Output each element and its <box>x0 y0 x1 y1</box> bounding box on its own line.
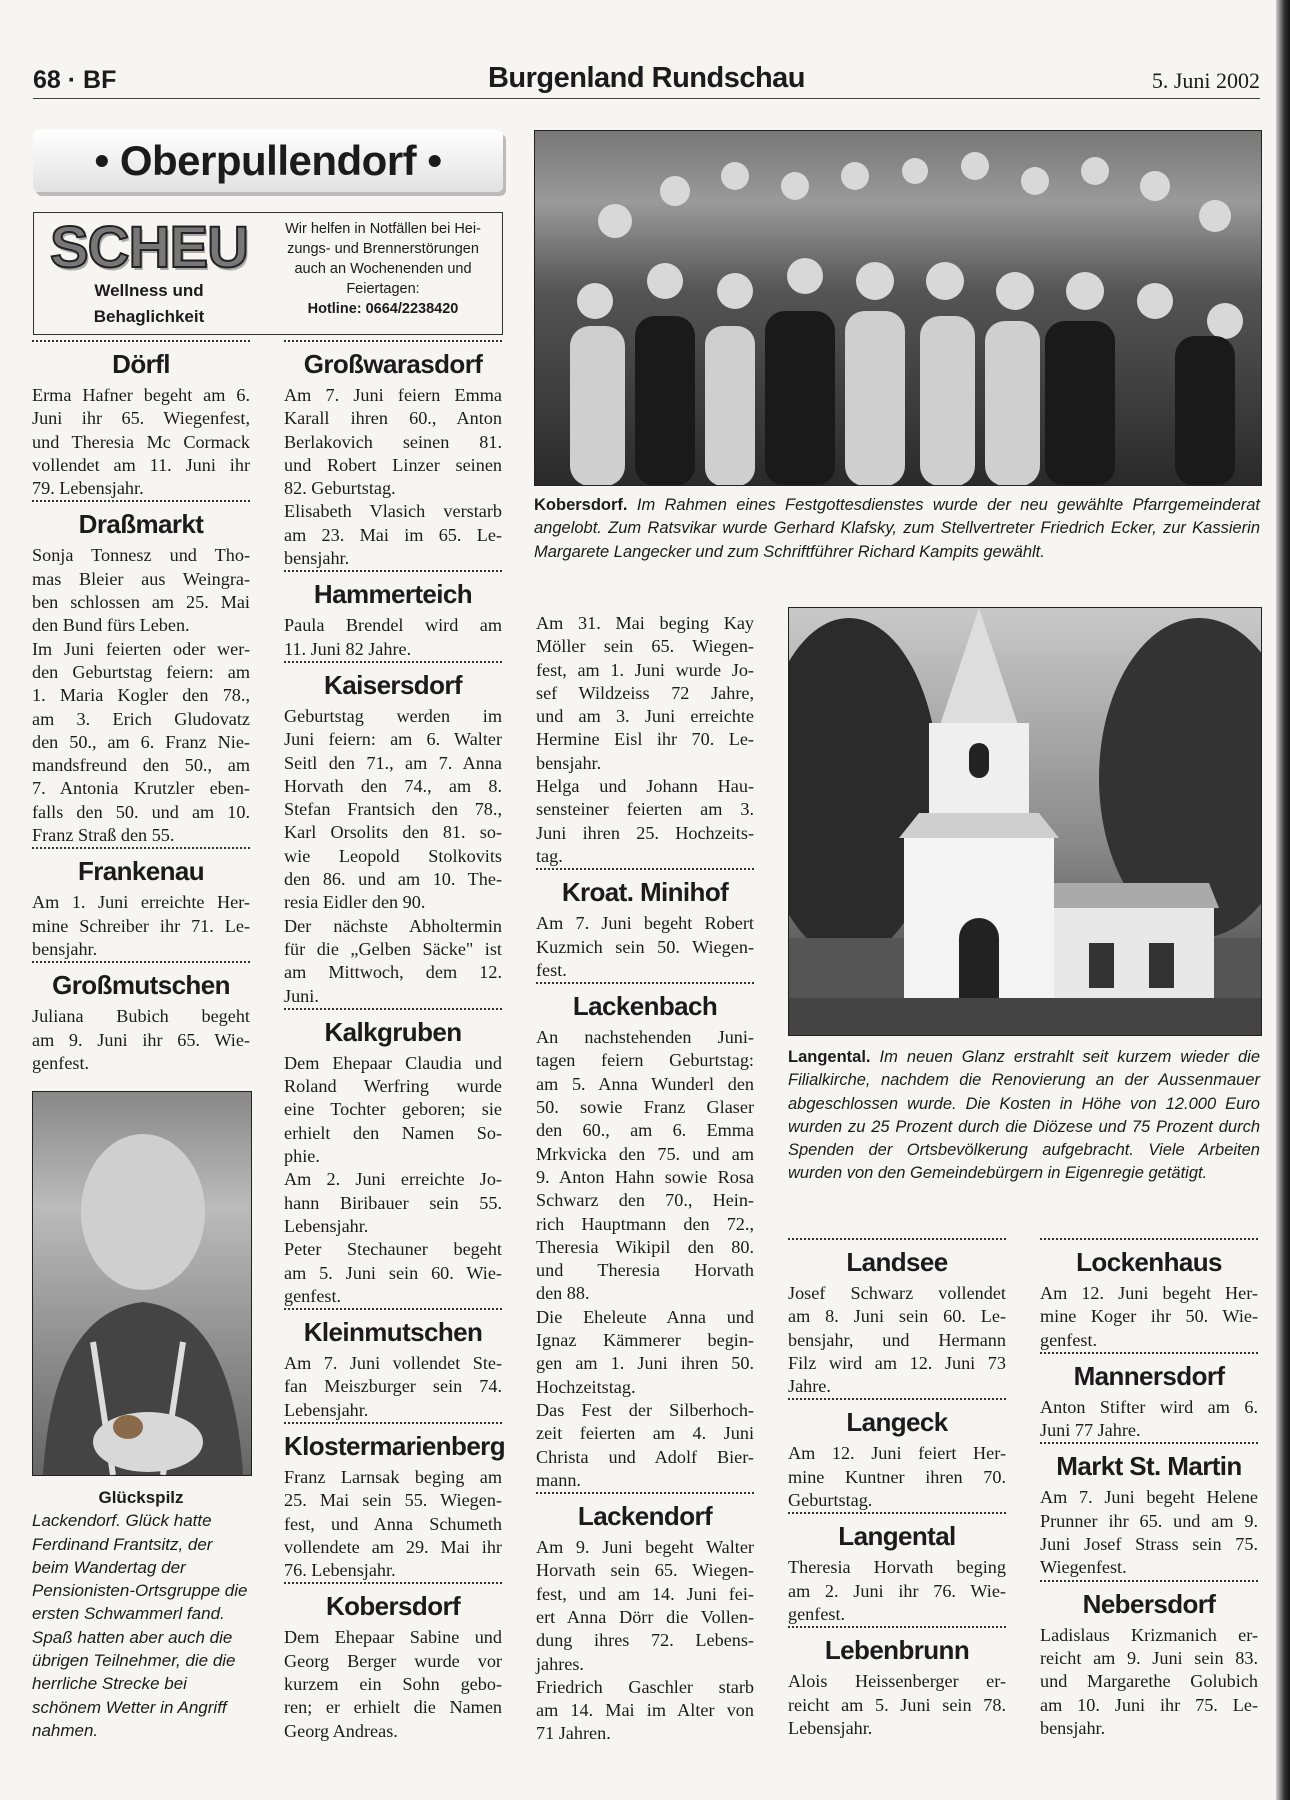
text-line: reicht am 9. Juni sein 83. <box>1040 1647 1258 1668</box>
text-line: Horvath sein 65. Wiegen- <box>536 1560 754 1581</box>
text-line: Kuzmich sein 50. Wiegen- <box>536 936 754 957</box>
text-line: bensjahr. <box>32 938 98 959</box>
text-line: mine Kuntner ihren 70. <box>788 1466 1006 1487</box>
text-line: genfest. <box>284 1285 342 1306</box>
text-line: Christa und Adolf Bier- <box>536 1446 754 1467</box>
text-line: Mrkvicka den 75. und am <box>536 1143 754 1164</box>
text-line: fan Meiszburger sein 74. <box>284 1376 502 1397</box>
text-line: jahres. <box>536 1653 584 1674</box>
text-line: fest, am 1. Juni wurde Jo- <box>536 659 754 680</box>
text-line: Im Juni feierten oder wer- <box>32 638 250 659</box>
text-line: fest, und am 14. Juni fei- <box>536 1583 754 1604</box>
newspaper-title: Burgenland Rundschau <box>487 62 806 94</box>
text-line: bensjahr. <box>536 752 602 773</box>
text-line: mann. <box>536 1469 581 1490</box>
village-heading: Langental <box>838 1521 956 1552</box>
news-item <box>536 1492 754 1746</box>
page-edge-shadow <box>1276 0 1290 1800</box>
text-line: rich Hauptmann den 72., <box>536 1213 754 1234</box>
text-line: genfest. <box>1040 1329 1098 1350</box>
text-line: am Mittwoch, dem 12. <box>284 962 502 983</box>
group-photo <box>534 130 1262 486</box>
column-3 <box>536 610 754 1746</box>
info-line: zungs- und Brennerstörungen <box>287 241 479 257</box>
caption-text: Im neuen Glanz erstrahlt seit kurzem wieder die Filialkirche, nachdem die Renovierung an der Aussenmauer abgeschlossen wurde. Die Kosten in Höhe von 12.000 Euro wurden zu 25 Prozent durch die Diözese und 75 Prozent durch Spenden der Ortsbevölkerung aufgebracht. Viele Arbeiten wurden von den Gemeindebürgern in Eigenregie getätigt. <box>788 1048 1260 1183</box>
info-line: Feiertagen: <box>346 281 420 297</box>
news-item <box>1040 1580 1258 1740</box>
text-line: Prunner ihr 65. und am 9. <box>1040 1510 1258 1531</box>
text-line: gen am 1. Juni ihren 50. <box>536 1353 754 1374</box>
news-item <box>32 500 250 847</box>
text-line: Juni. <box>284 985 319 1006</box>
text-line: fest. <box>536 959 567 980</box>
text-line: 7. Antonia Krutzler eben- <box>32 778 250 799</box>
text-line: erhielt den Namen So- <box>284 1122 502 1143</box>
group-photo-image <box>535 131 1261 485</box>
column-5 <box>1040 1238 1258 1740</box>
news-item <box>284 1582 502 1742</box>
text-line: und am 3. Juni erreichte <box>536 706 754 727</box>
text-line: bensjahr. <box>284 548 350 569</box>
text-line: Stefan Frantsich den 78., <box>284 799 502 820</box>
text-line: Juni ihren 25. Hochzeits- <box>536 822 754 843</box>
text-line: am 3. Erich Gludovatz <box>32 708 250 729</box>
news-item <box>284 340 502 570</box>
text-line: für die „Gelben Säcke" ist <box>284 938 502 959</box>
news-item <box>284 661 502 1008</box>
text-line: Möller sein 65. Wiegen- <box>536 636 754 657</box>
text-line: Die Eheleute Anna und <box>536 1306 754 1327</box>
scheu-advertisement <box>33 212 503 335</box>
text-line: resia Eidler den 90. <box>284 892 426 913</box>
caption-text: Lackendorf. Glück hatte Ferdinand Frantsitz, der beim Wandertag der Pensionisten-Ortsgruppe die ersten Schwammerl fand. Spaß hatten aber auch die übrigen Teilnehmer, die die herrliche Strecke bei schönem Wetter in Angriff nahmen. <box>32 1511 248 1740</box>
text-line: bensjahr. <box>1040 1717 1106 1738</box>
text-line: Das Fest der Silberhoch- <box>536 1399 754 1420</box>
text-line: dung ihres 72. Lebens- <box>536 1630 754 1651</box>
village-heading: Kobersdorf <box>325 1591 461 1622</box>
text-line: Lebensjahr. <box>284 1399 369 1420</box>
text-line: Horvath den 74., am 8. <box>284 775 502 796</box>
caption-place: Kobersdorf. <box>534 496 628 514</box>
slogan-line: Wellness und <box>94 281 204 300</box>
text-line: bensjahr, und Hermann <box>788 1329 1006 1350</box>
village-heading: Kroat. Minihof <box>561 877 729 908</box>
village-heading: Lackenbach <box>572 991 718 1022</box>
text-line: Peter Stechauner begeht <box>284 1239 502 1260</box>
village-heading: Dörfl <box>112 349 170 379</box>
text-line: wie Leopold Stolkovits <box>284 845 502 866</box>
text-line: Der nächste Abholtermin <box>284 915 502 936</box>
text-line: und Robert Linzer seinen <box>284 454 502 475</box>
news-item <box>32 847 250 961</box>
village-heading: Nebersdorf <box>1082 1588 1216 1619</box>
text-line: ben schlossen am 25. Mai <box>32 592 250 613</box>
news-item <box>536 610 754 868</box>
text-line: An nachstehenden Juni- <box>536 1027 754 1048</box>
news-item <box>788 1398 1006 1512</box>
text-line: eine Tochter geboren; sie <box>284 1099 502 1120</box>
text-line: Juni ihr 65. Wiegenfest, <box>32 408 250 429</box>
text-line: Lebensjahr. <box>788 1717 873 1738</box>
text-line: Juni feiern: am 6. Walter <box>284 729 502 750</box>
text-line: 50. sowie Franz Glaser <box>536 1097 754 1118</box>
text-line: und Margarethe Golubich <box>1040 1671 1258 1692</box>
news-item <box>284 570 502 661</box>
ad-info <box>269 219 497 319</box>
text-line: Juni 77 Jahre. <box>1040 1420 1141 1441</box>
news-item <box>1040 1238 1258 1352</box>
news-item <box>536 982 754 1492</box>
village-heading: Lackendorf <box>577 1501 713 1532</box>
page-number: 68 · BF <box>33 66 117 94</box>
village-heading: Kleinmutschen <box>303 1317 483 1348</box>
caption-place: Langental. <box>788 1048 871 1066</box>
slogan-line: Behaglichkeit <box>93 307 205 326</box>
text-line: Am 7. Juni feiern Emma <box>284 385 502 405</box>
text-line: den 88. <box>536 1283 590 1304</box>
village-heading: Landsee <box>846 1247 948 1277</box>
text-line: falls den 50. und am 10. <box>32 801 250 822</box>
text-line: und Theresia Mc Cormack <box>32 431 250 452</box>
text-line: Jahre. <box>788 1376 831 1397</box>
text-line: Am 7. Juni begeht Helene <box>1040 1487 1258 1508</box>
text-line: den 50., am 6. Franz Nie- <box>32 731 250 752</box>
text-line: Am 1. Juni erreichte Her- <box>32 892 250 913</box>
church-photo-image <box>789 608 1261 1035</box>
text-line: am 9. Juni ihr 65. Wie- <box>32 1029 250 1050</box>
news-item <box>284 1422 505 1582</box>
text-line: Theresia Horvath beging <box>788 1557 1006 1578</box>
text-line: Franz Straß den 55. <box>32 825 175 846</box>
column-1 <box>32 340 250 1075</box>
caption-text: Im Rahmen eines Festgottesdienstes wurde der neu gewählte Pfarrgemeinderat angelobt. Zum Ratsvikar wurde Gerhard Klafsky, zum Stellvertreter Friedrich Ecker, zur Kassierin Margarete Langecker und zum Schriftführer Richard Kampits gewählt. <box>534 496 1260 561</box>
text-line: tagen feiern Geburtstag: <box>536 1050 754 1071</box>
text-line: Am 7. Juni vollendet Ste- <box>284 1353 502 1374</box>
text-line: sef Wildzeiss 72 Jahre, <box>536 682 754 703</box>
text-line: 76. Lebensjahr. <box>284 1560 396 1581</box>
news-item <box>284 1008 502 1308</box>
text-line: Karl Orsolits den 81. so- <box>284 822 502 843</box>
news-item <box>1040 1442 1258 1579</box>
text-line: Roland Werfring wurde <box>284 1076 502 1097</box>
text-line: am 8. Juni sein 60. Le- <box>788 1306 1006 1327</box>
text-line: hann Biribauer sein 55. <box>284 1192 502 1213</box>
region-banner: • Oberpullendorf • <box>33 130 503 192</box>
text-line: den Geburtstag feiern: am <box>32 661 250 682</box>
village-heading: Großwarasdorf <box>303 349 483 379</box>
news-item <box>788 1512 1006 1626</box>
text-line: ren; er erhielt die Namen <box>284 1697 502 1718</box>
news-item <box>1040 1352 1258 1443</box>
village-heading: Hammerteich <box>313 579 473 610</box>
man-photo-image <box>33 1092 251 1475</box>
column-4 <box>788 1238 1006 1740</box>
village-heading: Mannersdorf <box>1073 1360 1225 1391</box>
text-line: Anton Stifter wird am 6. <box>1040 1396 1258 1417</box>
text-line: phie. <box>284 1146 320 1167</box>
village-heading: Draßmarkt <box>78 509 204 540</box>
text-line: Am 9. Juni begeht Walter <box>536 1537 754 1558</box>
text-line: Alois Heissenberger er- <box>788 1671 1006 1692</box>
text-line: Wiegenfest. <box>1040 1557 1127 1578</box>
text-line: ert Anna Dörr die Vollen- <box>536 1606 754 1627</box>
text-line: Am 2. Juni erreichte Jo- <box>284 1169 502 1190</box>
man-with-mushrooms-photo <box>32 1091 252 1476</box>
page-header <box>33 62 1260 99</box>
church-photo-caption <box>788 1046 1260 1186</box>
text-line: Elisabeth Vlasich verstarb <box>284 501 502 522</box>
news-item <box>284 1308 502 1422</box>
text-line: am 10. Juni ihr 75. Le- <box>1040 1694 1258 1715</box>
news-item <box>788 1238 1006 1398</box>
text-line: genfest. <box>32 1052 90 1073</box>
text-line: kurzem ein Sohn gebo- <box>284 1674 502 1695</box>
ad-slogan <box>39 278 259 330</box>
text-line: fest, und Anna Schumeth <box>284 1513 502 1534</box>
village-heading: Frankenau <box>77 856 205 887</box>
text-line: Geburtstag. <box>788 1490 873 1511</box>
news-item <box>536 868 754 982</box>
news-item <box>32 961 250 1075</box>
text-line: am 23. Mai im 65. Le- <box>284 524 502 545</box>
text-line: Ladislaus Krizmanich er- <box>1040 1624 1258 1645</box>
caption-title: Glückspilz <box>98 1488 184 1507</box>
text-line: 25. Mai sein 55. Wiegen- <box>284 1490 502 1511</box>
village-heading: Lebenbrunn <box>824 1635 970 1666</box>
text-line: Ignaz Kämmerer begin- <box>536 1330 754 1351</box>
text-line: Filz wird am 12. Juni 73 <box>788 1352 1006 1373</box>
text-line: 9. Anton Hahn sowie Rosa <box>536 1166 754 1187</box>
text-line: 71 Jahren. <box>536 1723 611 1744</box>
village-heading: Lockenhaus <box>1076 1247 1222 1277</box>
text-line: am 5. Anna Wunderl den <box>536 1073 754 1094</box>
news-item <box>32 340 250 500</box>
text-line: genfest. <box>788 1603 846 1624</box>
village-heading: Großmutschen <box>52 970 230 1001</box>
text-line: 11. Juni 82 Jahre. <box>284 638 412 659</box>
text-line: am 5. Juni sein 60. Wie- <box>284 1262 502 1283</box>
text-line: Am 7. Juni begeht Robert <box>536 913 754 934</box>
village-heading: Kalkgruben <box>324 1016 462 1047</box>
text-line: sensteiner feierten am 3. <box>536 799 754 820</box>
church-photo <box>788 607 1262 1036</box>
text-line: Seitl den 71., am 7. Anna <box>284 752 502 773</box>
text-line: Hermine Eisl ihr 70. Le- <box>536 729 754 750</box>
text-line: Karall ihren 60., Anton <box>284 408 502 429</box>
village-heading: Markt St. Martin <box>1056 1451 1242 1482</box>
text-line: Dem Ehepaar Claudia und <box>284 1052 502 1073</box>
group-photo-caption <box>534 494 1260 564</box>
village-heading: Kaisersdorf <box>324 669 462 700</box>
village-heading: Klostermarienberg <box>284 1430 505 1461</box>
text-line: Am 31. Mai beging Kay <box>536 613 754 633</box>
text-line: Helga und Johann Hau- <box>536 776 754 797</box>
text-line: Sonja Tonnesz und Tho- <box>32 545 250 566</box>
text-line: mine Koger ihr 50. Wie- <box>1040 1306 1258 1327</box>
scheu-logo: SCHEU <box>49 215 249 280</box>
text-line: vollendet am 11. Juni ihr <box>32 454 250 475</box>
issue-date: 5. Juni 2002 <box>1151 68 1260 93</box>
text-line: mandsfreund den 50., am <box>32 755 250 776</box>
text-line: Juni Josef Strass sein 75. <box>1040 1534 1258 1555</box>
ad-hotline: Hotline: 0664/2238420 <box>307 301 459 317</box>
text-line: mas Bleier aus Weingra- <box>32 568 250 589</box>
text-line: 82. Geburtstag. <box>284 478 396 499</box>
column-2 <box>284 340 505 1743</box>
info-line: Wir helfen in Notfällen bei Hei- <box>285 221 481 237</box>
text-line: tag. <box>536 845 563 866</box>
text-line: reicht am 5. Juni sein 78. <box>788 1694 1006 1715</box>
text-line: Lebensjahr. <box>284 1215 369 1236</box>
text-line: Geburtstag werden im <box>284 705 502 726</box>
text-line: Friedrich Gaschler starb <box>536 1676 754 1697</box>
text-line: Am 12. Juni begeht Her- <box>1040 1283 1258 1303</box>
text-line: am 2. Juni ihr 76. Wie- <box>788 1580 1006 1601</box>
text-line: Schwarz den 70., Hein- <box>536 1190 754 1211</box>
text-line: Theresia Wikipil den 80. <box>536 1236 754 1257</box>
text-line: am 14. Mai im Alter von <box>536 1700 754 1721</box>
text-line: Georg Berger wurde vor <box>284 1650 502 1671</box>
text-line: 1. Maria Kogler den 78., <box>32 685 250 706</box>
text-line: den 86. und am 10. The- <box>284 869 502 890</box>
news-item <box>788 1626 1006 1740</box>
text-line: mine Schreiber ihr 71. Le- <box>32 915 250 936</box>
info-line: auch an Wochenenden und <box>294 261 472 277</box>
text-line: zeit feierten am 4. Juni <box>536 1423 754 1444</box>
village-heading: Langeck <box>846 1407 948 1438</box>
text-line: Georg Andreas. <box>284 1720 398 1741</box>
text-line: Josef Schwarz vollendet <box>788 1283 1006 1303</box>
man-photo-caption <box>32 1486 250 1742</box>
text-line: Dem Ehepaar Sabine und <box>284 1627 502 1648</box>
text-line: den 60., am 6. Emma <box>536 1120 754 1141</box>
text-line: Erma Hafner begeht am 6. <box>32 385 250 405</box>
text-line: Hochzeitstag. <box>536 1376 636 1397</box>
text-line: vollendete am 29. Mai ihr <box>284 1536 502 1557</box>
text-line: und Theresia Horvath <box>536 1260 754 1281</box>
text-line: den Bund fürs Leben. <box>32 615 190 636</box>
text-line: Juliana Bubich begeht <box>32 1006 250 1027</box>
text-line: Berlakovich seinen 81. <box>284 431 502 452</box>
text-line: Am 12. Juni feiert Her- <box>788 1443 1006 1464</box>
text-line: 79. Lebensjahr. <box>32 478 144 499</box>
text-line: Paula Brendel wird am <box>284 615 502 636</box>
text-line: Franz Larnsak beging am <box>284 1466 502 1487</box>
